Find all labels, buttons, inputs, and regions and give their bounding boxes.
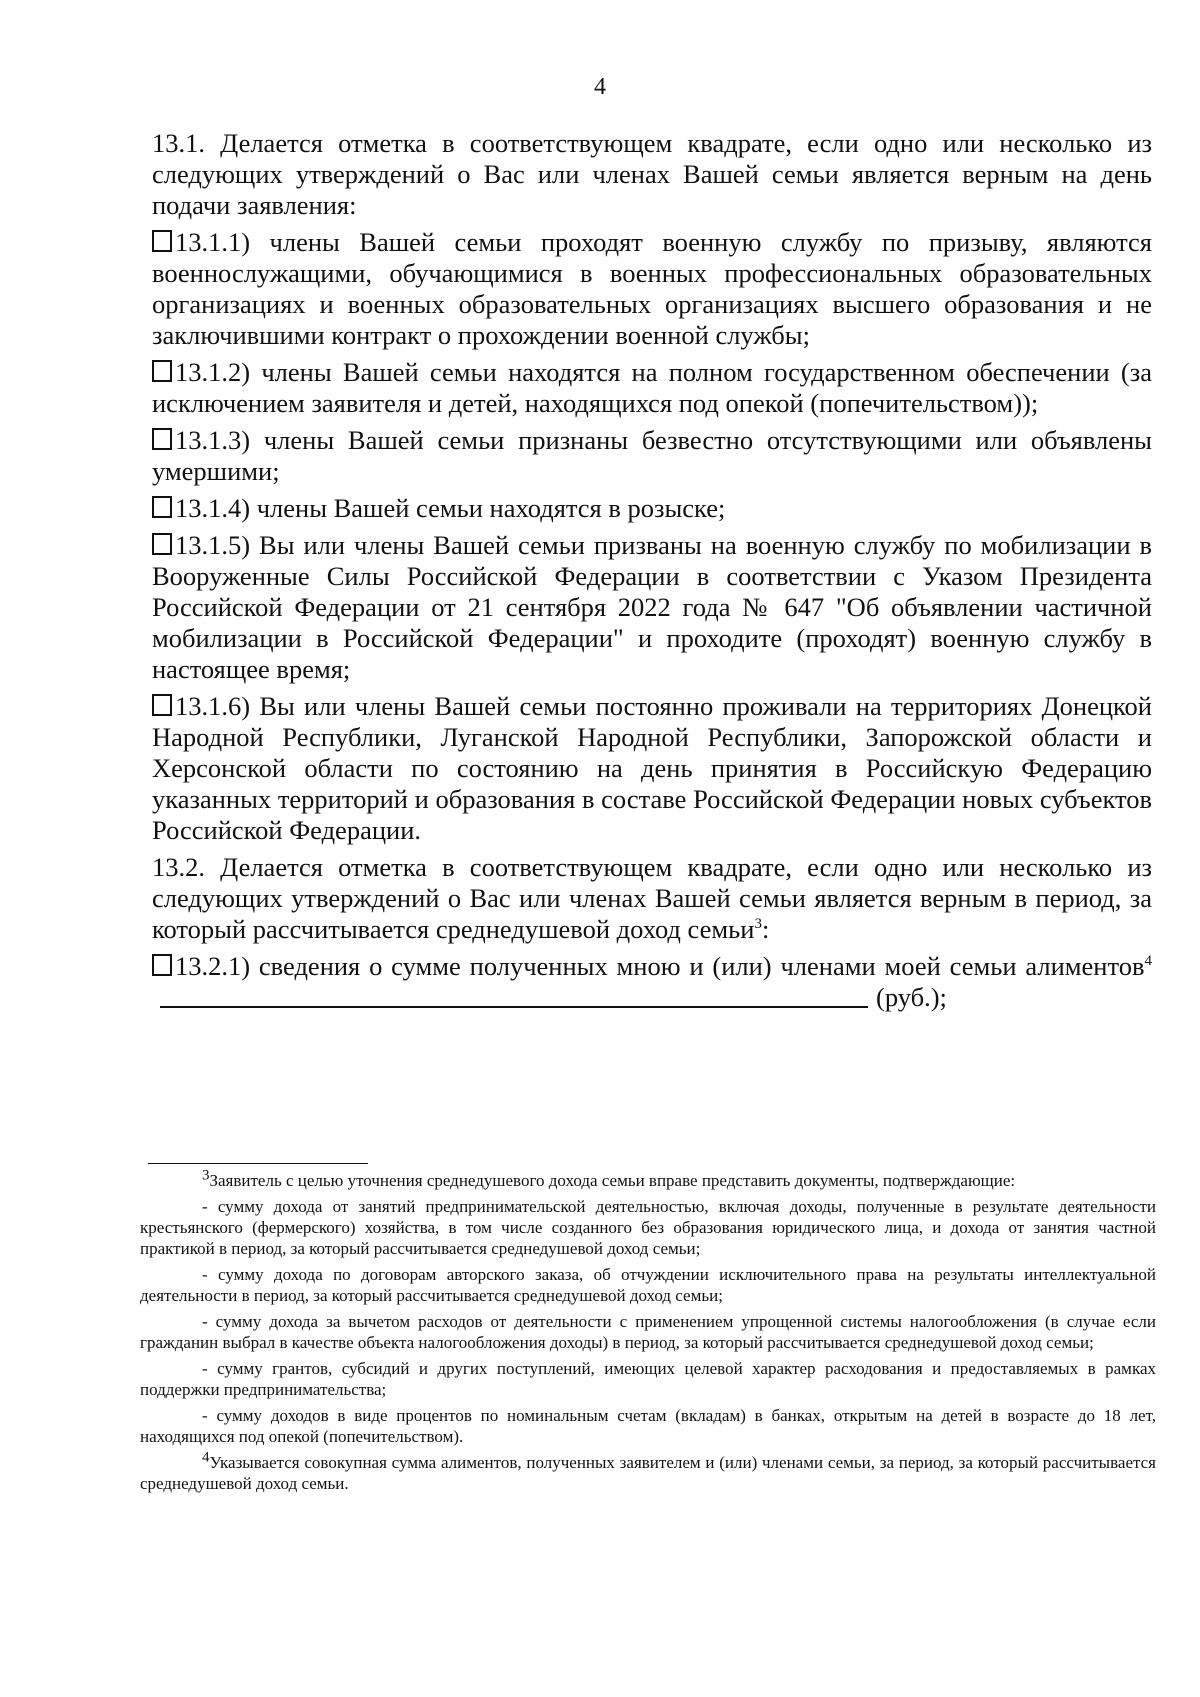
footnote-3-mark: 3 bbox=[202, 1167, 210, 1184]
item-13-2-1 bbox=[152, 951, 1152, 1013]
footnote-4-text: Указывается совокупная сумма алиментов, полученных заявителем и (или) членами семьи, за период, за который рассчитывается среднедушевой доход семьи. bbox=[140, 1453, 1156, 1493]
footnote-divider bbox=[148, 1163, 368, 1164]
checkbox-13-1-2[interactable] bbox=[152, 360, 172, 382]
footnote-3-bullet: - сумму дохода за вычетом расходов от деятельности с применением упрощенной системы налогообложения (в случае если гражданин выбрал в качестве объекта налогообложения доходы) в период, за который рассчитывается среднедушевой доход семьи; bbox=[140, 1312, 1156, 1352]
footnote-3-bullet: - сумму дохода по договорам авторского заказа, об отчуждении исключительного права на результаты интеллектуальной деятельности в период, за который рассчитывается среднедушевой доход семьи; bbox=[140, 1265, 1156, 1305]
checkbox-13-2-1[interactable] bbox=[152, 954, 172, 976]
item-13-1-4-text: 13.1.4) члены Вашей семьи находятся в розыске; bbox=[175, 493, 726, 523]
item-13-1-1 bbox=[152, 227, 1152, 351]
footnote-3-bullet: - сумму доходов в виде процентов по номинальным счетам (вкладам) в банках, открытым на детей в возрасте до 18 лет, находящихся под опекой (попечительством). bbox=[140, 1406, 1156, 1446]
section-13-1-intro: 13.1. Делается отметка в соответствующем квадрате, если одно или несколько из следующих утверждений о Вас или членах Вашей семьи является верным на день подачи заявления: bbox=[152, 128, 1152, 220]
section-13-2-intro bbox=[152, 852, 1152, 945]
checkbox-13-1-5[interactable] bbox=[152, 533, 172, 555]
footnote-3 bbox=[140, 1167, 1156, 1191]
item-13-1-5-text: 13.1.5) Вы или члены Вашей семьи призваны на военную службу по мобилизации в Вооруженные Силы Российской Федерации в соответствии с Указом Президента Российской Федерации от 21 сентября 2022 года № 647 "Об объявлении частичной мобилизации в Российской Федерации" и проходите (проходят) военную службу в настоящее время; bbox=[152, 530, 1152, 684]
checkbox-13-1-1[interactable] bbox=[152, 230, 172, 252]
item-13-2-1-unit: (руб.); bbox=[876, 982, 947, 1012]
item-13-2-1-text: 13.2.1) сведения о сумме полученных мною и (или) членами моей семьи алиментов bbox=[175, 951, 1145, 981]
footnote-ref-3: 3 bbox=[754, 916, 762, 933]
checkbox-13-1-3[interactable] bbox=[152, 428, 172, 450]
item-13-1-5 bbox=[152, 530, 1152, 685]
checkbox-13-1-6[interactable] bbox=[152, 694, 172, 716]
page-number: 4 bbox=[594, 74, 606, 100]
item-13-1-2 bbox=[152, 357, 1152, 419]
main-text bbox=[152, 128, 1152, 1019]
alimony-amount-field[interactable] bbox=[160, 984, 868, 1008]
footnote-4 bbox=[140, 1449, 1156, 1494]
section-13-2-intro-end: : bbox=[761, 914, 770, 944]
item-13-1-4 bbox=[152, 493, 1152, 524]
checkbox-13-1-4[interactable] bbox=[152, 496, 172, 518]
item-13-1-3-text: 13.1.3) члены Вашей семьи признаны безвестно отсутствующими или объявлены умершими; bbox=[152, 425, 1152, 486]
footnote-3-bullet: - сумму грантов, субсидий и других поступлений, имеющих целевой характер расходования и предоставляемых в рамках поддержки предпринимательства; bbox=[140, 1359, 1156, 1399]
footnote-3-bullet: - сумму дохода от занятий предпринимательской деятельностью, включая доходы, полученные в результате деятельности крестьянского (фермерского) хозяйства, в том числе созданного без образования юридического лица, и дохода от занятия частной практикой в период, за который рассчитывается среднедушевой доход семьи; bbox=[140, 1197, 1156, 1258]
item-13-1-6-text: 13.1.6) Вы или члены Вашей семьи постоянно проживали на территориях Донецкой Народной Республики, Луганской Народной Республики, Запорожской области и Херсонской области по состоянию на день принятия в Российскую Федерацию указанных территорий и образования в составе Российской Федерации новых субъектов Российской Федерации. bbox=[152, 691, 1152, 845]
footnotes bbox=[140, 1163, 1156, 1499]
item-13-1-3 bbox=[152, 425, 1152, 487]
item-13-1-6 bbox=[152, 691, 1152, 846]
item-13-1-2-text: 13.1.2) члены Вашей семьи находятся на полном государственном обеспечении (за исключением заявителя и детей, находящихся под опекой (попечительством)); bbox=[152, 357, 1152, 418]
section-13-2-intro-text: 13.2. Делается отметка в соответствующем квадрате, если одно или несколько из следующих утверждений о Вас или членах Вашей семьи является верным в период, за который рассчитывается среднедушевой доход семьи bbox=[152, 852, 1152, 944]
footnote-3-text: Заявитель с целью уточнения среднедушевого дохода семьи вправе представить документы, подтверждающие: bbox=[209, 1171, 1016, 1190]
item-13-1-1-text: 13.1.1) члены Вашей семьи проходят военную службу по призыву, являются военнослужащими, обучающимися в военных профессиональных образовательных организациях и военных образовательных организациях высшего образования и не заключившими контракт о прохождении военной службы; bbox=[152, 227, 1152, 350]
footnote-ref-4: 4 bbox=[1144, 953, 1152, 970]
footnote-4-mark: 4 bbox=[202, 1449, 210, 1466]
